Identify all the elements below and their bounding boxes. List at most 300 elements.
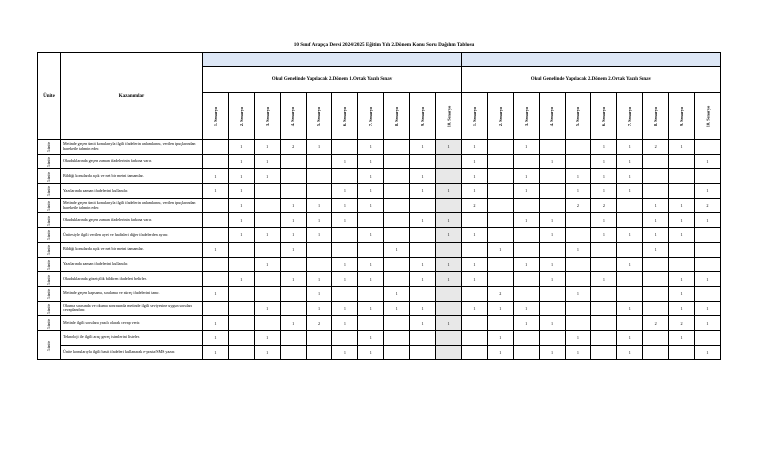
scenario-header (306, 93, 332, 140)
count-cell: 1 (203, 286, 229, 301)
count-cell: 1 (669, 198, 695, 213)
count-cell: 1 (617, 169, 643, 184)
count-cell (306, 154, 332, 169)
count-cell (487, 228, 513, 243)
count-cell (487, 169, 513, 184)
count-cell: 2 (643, 316, 669, 331)
count-cell: 1 (228, 213, 254, 228)
count-cell: 1 (358, 154, 384, 169)
unit-label: 3.ünite (46, 288, 51, 300)
outcome-text: Teknoloji ile ilgili araç gereç isimlerini listeler. (61, 330, 203, 345)
scenario-label: 10. Senaryo (704, 105, 710, 127)
count-cell: 1 (669, 213, 695, 228)
count-cell (513, 345, 539, 360)
count-cell (410, 228, 436, 243)
count-cell: 1 (306, 213, 332, 228)
count-cell (643, 286, 669, 301)
table-row (38, 242, 721, 257)
count-cell (565, 213, 591, 228)
count-cell (280, 169, 306, 184)
count-cell: 1 (643, 228, 669, 243)
scenario-header (228, 93, 254, 140)
count-cell: 2 (280, 140, 306, 155)
count-cell: 1 (487, 242, 513, 257)
count-cell: 1 (617, 345, 643, 360)
count-cell (461, 330, 487, 345)
count-cell (410, 330, 436, 345)
count-cell (436, 154, 462, 169)
count-cell: 1 (669, 301, 695, 316)
count-cell (513, 330, 539, 345)
count-cell (513, 228, 539, 243)
table-row (38, 198, 721, 213)
count-cell: 1 (513, 301, 539, 316)
count-cell (617, 286, 643, 301)
count-cell: 1 (539, 257, 565, 272)
count-cell: 2 (461, 198, 487, 213)
count-cell (228, 330, 254, 345)
outcome-text: Metinle ilgili sorulara yazılı olarak cevap verir. (61, 316, 203, 331)
count-cell: 1 (436, 228, 462, 243)
count-cell (280, 345, 306, 360)
scenario-header (643, 93, 669, 140)
table-row (38, 257, 721, 272)
count-cell: 1 (358, 330, 384, 345)
outcome-text: Okuduklarında gözetçilik bildiren ifadeleri belirler. (61, 272, 203, 287)
count-cell: 1 (203, 242, 229, 257)
table-row (38, 345, 721, 360)
count-cell: 1 (358, 228, 384, 243)
count-cell (539, 198, 565, 213)
unit-label: 3.ünite (46, 200, 51, 212)
scenario-label: 2. Senaryo (497, 106, 503, 126)
count-cell: 1 (591, 184, 617, 199)
distribution-table (37, 52, 721, 360)
count-cell (694, 242, 720, 257)
count-cell (565, 257, 591, 272)
count-cell: 1 (280, 316, 306, 331)
count-cell: 1 (203, 316, 229, 331)
count-cell (643, 345, 669, 360)
count-cell (358, 242, 384, 257)
table-row (38, 228, 721, 243)
count-cell: 1 (254, 257, 280, 272)
count-cell (565, 301, 591, 316)
count-cell (306, 242, 332, 257)
count-cell (254, 272, 280, 287)
count-cell (332, 169, 358, 184)
count-cell (280, 154, 306, 169)
count-cell (280, 286, 306, 301)
count-cell (384, 330, 410, 345)
unit-header: Ünite (38, 53, 61, 140)
count-cell: 1 (487, 345, 513, 360)
count-cell (436, 169, 462, 184)
outcome-text: Okuduklarında geçen zaman ifadelerinin farkına varır. (61, 213, 203, 228)
count-cell (487, 184, 513, 199)
count-cell (228, 242, 254, 257)
count-cell (565, 140, 591, 155)
unit-cell (38, 213, 61, 228)
count-cell (669, 169, 695, 184)
table-row (38, 316, 721, 331)
count-cell: 1 (669, 286, 695, 301)
count-cell: 1 (539, 213, 565, 228)
count-cell (306, 169, 332, 184)
count-cell: 1 (669, 330, 695, 345)
scenario-header (617, 93, 643, 140)
unit-cell (38, 228, 61, 243)
count-cell (694, 286, 720, 301)
count-cell: 1 (694, 316, 720, 331)
count-cell (617, 316, 643, 331)
count-cell (643, 272, 669, 287)
count-cell (617, 213, 643, 228)
count-cell (436, 345, 462, 360)
scenario-label: 10. Senaryo (445, 105, 451, 127)
count-cell (643, 154, 669, 169)
count-cell: 1 (539, 345, 565, 360)
count-cell (410, 198, 436, 213)
count-cell: 1 (306, 140, 332, 155)
unit-cell (38, 184, 61, 199)
count-cell: 1 (358, 140, 384, 155)
outcome-text: Okuma sırasında ve okuma sonrasında metinde ilgili seviyesine uygun soruları cevaplandırır. (61, 301, 203, 316)
scenario-header (436, 93, 462, 140)
count-cell (565, 154, 591, 169)
scenario-label: 5. Senaryo (575, 106, 581, 126)
scenario-header (280, 93, 306, 140)
count-cell (358, 316, 384, 331)
count-cell: 1 (358, 198, 384, 213)
scenario-header (384, 93, 410, 140)
count-cell (332, 140, 358, 155)
unit-cell (38, 257, 61, 272)
count-cell: 1 (410, 213, 436, 228)
count-cell (384, 184, 410, 199)
unit-label: 3.ünite (46, 244, 51, 256)
outcome-text: Ünitesiyle ilgili verilen ayet ve hadisleri diğer ifadelerden ayırır. (61, 228, 203, 243)
count-cell: 1 (617, 154, 643, 169)
unit-cell (38, 140, 61, 155)
table-row (38, 213, 721, 228)
count-cell (203, 213, 229, 228)
count-cell: 1 (280, 198, 306, 213)
count-cell: 2 (694, 198, 720, 213)
unit-cell (38, 330, 61, 359)
unit-label: 3.ünite (46, 340, 51, 351)
count-cell (591, 257, 617, 272)
count-cell (280, 184, 306, 199)
unit-label: 3.ünite (46, 142, 51, 153)
count-cell: 1 (487, 301, 513, 316)
count-cell (565, 228, 591, 243)
count-cell: 1 (461, 301, 487, 316)
count-cell (643, 257, 669, 272)
count-cell (228, 316, 254, 331)
count-cell (306, 184, 332, 199)
count-cell (539, 140, 565, 155)
scenario-label: 9. Senaryo (679, 106, 685, 126)
count-cell: 1 (539, 272, 565, 287)
scenario-label: 4. Senaryo (290, 106, 296, 126)
scenario-label: 5. Senaryo (316, 106, 322, 126)
count-cell: 1 (332, 345, 358, 360)
count-cell: 2 (591, 198, 617, 213)
count-cell (591, 242, 617, 257)
count-cell (203, 257, 229, 272)
count-cell: 2 (487, 286, 513, 301)
count-cell: 1 (513, 316, 539, 331)
count-cell (539, 242, 565, 257)
unit-label: 3.ünite (46, 186, 51, 197)
count-cell: 1 (358, 272, 384, 287)
count-cell (436, 242, 462, 257)
count-cell: 1 (436, 213, 462, 228)
count-cell: 1 (565, 286, 591, 301)
count-cell: 1 (384, 242, 410, 257)
count-cell: 1 (332, 213, 358, 228)
count-cell (461, 345, 487, 360)
count-cell: 1 (228, 154, 254, 169)
outcome-text: Yazılarında zaman ifadelerini kullanılır. (61, 257, 203, 272)
count-cell (617, 198, 643, 213)
unit-label: 3.ünite (46, 274, 51, 285)
count-cell: 1 (565, 345, 591, 360)
count-cell: 1 (565, 184, 591, 199)
count-cell: 1 (358, 257, 384, 272)
count-cell: 1 (694, 301, 720, 316)
count-cell (436, 330, 462, 345)
count-cell (591, 301, 617, 316)
count-cell (643, 169, 669, 184)
count-cell (513, 242, 539, 257)
count-cell (203, 228, 229, 243)
count-cell: 1 (461, 272, 487, 287)
count-cell (461, 213, 487, 228)
count-cell (332, 228, 358, 243)
count-cell: 1 (617, 257, 643, 272)
outcome-text: Bildiği konularda açık ve net bir metni tamamlar. (61, 242, 203, 257)
count-cell (513, 286, 539, 301)
scenario-label: 6. Senaryo (342, 106, 348, 126)
count-cell (487, 198, 513, 213)
scenario-header (203, 93, 229, 140)
count-cell (332, 286, 358, 301)
count-cell: 1 (410, 272, 436, 287)
count-cell (410, 154, 436, 169)
count-cell (669, 345, 695, 360)
count-cell (436, 286, 462, 301)
count-cell (228, 345, 254, 360)
table-row (38, 286, 721, 301)
scenario-label: 4. Senaryo (549, 106, 555, 126)
count-cell (694, 257, 720, 272)
table-row (38, 169, 721, 184)
count-cell (203, 272, 229, 287)
count-cell: 1 (669, 228, 695, 243)
count-cell (694, 140, 720, 155)
scenario-label: 3. Senaryo (264, 106, 270, 126)
count-cell (254, 242, 280, 257)
count-cell (591, 316, 617, 331)
count-cell: 1 (332, 257, 358, 272)
table-row (38, 140, 721, 155)
count-cell (358, 213, 384, 228)
count-cell (643, 301, 669, 316)
count-cell (384, 169, 410, 184)
count-cell: 1 (461, 228, 487, 243)
unit-label: 3.ünite (46, 303, 51, 315)
count-cell (410, 345, 436, 360)
count-cell: 1 (332, 316, 358, 331)
count-cell: 1 (565, 169, 591, 184)
scenario-label: 1. Senaryo (471, 106, 477, 126)
count-cell: 1 (669, 140, 695, 155)
count-cell: 1 (228, 272, 254, 287)
exam2-band (461, 53, 720, 67)
table-row (38, 301, 721, 316)
count-cell: 1 (203, 345, 229, 360)
count-cell: 1 (694, 272, 720, 287)
count-cell: 1 (410, 169, 436, 184)
scenario-header (669, 93, 695, 140)
scenario-label: 8. Senaryo (653, 106, 659, 126)
count-cell: 1 (358, 301, 384, 316)
count-cell: 1 (591, 140, 617, 155)
unit-label: 3.ünite (46, 215, 51, 227)
count-cell: 1 (280, 213, 306, 228)
count-cell: 1 (539, 154, 565, 169)
scenario-header (591, 93, 617, 140)
count-cell (203, 140, 229, 155)
scenario-header (358, 93, 384, 140)
count-cell: 1 (513, 169, 539, 184)
count-cell (384, 198, 410, 213)
count-cell (487, 154, 513, 169)
count-cell: 1 (617, 140, 643, 155)
count-cell: 1 (539, 316, 565, 331)
count-cell: 1 (617, 330, 643, 345)
count-cell (694, 330, 720, 345)
count-cell (436, 301, 462, 316)
count-cell: 1 (643, 242, 669, 257)
scenario-header (539, 93, 565, 140)
count-cell: 1 (332, 154, 358, 169)
count-cell (487, 272, 513, 287)
count-cell (591, 330, 617, 345)
unit-label: 3.ünite (46, 156, 51, 168)
count-cell: 1 (410, 140, 436, 155)
count-cell (591, 345, 617, 360)
count-cell (280, 330, 306, 345)
count-cell (643, 330, 669, 345)
count-cell: 1 (436, 272, 462, 287)
unit-cell (38, 316, 61, 331)
count-cell (539, 301, 565, 316)
unit-label: 3.ünite (46, 318, 51, 329)
count-cell (461, 316, 487, 331)
count-cell: 1 (617, 301, 643, 316)
count-cell: 1 (487, 330, 513, 345)
count-cell: 1 (203, 169, 229, 184)
count-cell: 1 (513, 213, 539, 228)
count-cell: 1 (591, 272, 617, 287)
count-cell: 1 (643, 198, 669, 213)
count-cell (513, 154, 539, 169)
count-cell (565, 272, 591, 287)
count-cell (513, 198, 539, 213)
count-cell (513, 272, 539, 287)
count-cell (487, 316, 513, 331)
outcome-text: Metinde geçen ümit konularıyla ilgili ifadelerin anlamlarını, verilen ipuçlarından hareketle tahmin eder. (61, 140, 203, 155)
count-cell: 1 (513, 257, 539, 272)
count-cell: 1 (358, 184, 384, 199)
count-cell (461, 286, 487, 301)
count-cell: 1 (280, 272, 306, 287)
scenario-header (487, 93, 513, 140)
count-cell (669, 257, 695, 272)
outcome-text: Okuduklarında geçen zaman ifadelerinin farkına varır. (61, 154, 203, 169)
scenario-label: 7. Senaryo (368, 106, 374, 126)
count-cell: 1 (643, 213, 669, 228)
count-cell (694, 228, 720, 243)
count-cell: 1 (254, 330, 280, 345)
count-cell: 2 (565, 198, 591, 213)
exam2-title: Okul Genelinde Yapılacak 2.Dönem 2.Ortak Yazılı Sınav (461, 67, 720, 93)
count-cell (228, 301, 254, 316)
unit-cell (38, 272, 61, 287)
exam1-band (203, 53, 462, 67)
count-cell (384, 140, 410, 155)
count-cell: 1 (513, 184, 539, 199)
count-cell (669, 242, 695, 257)
count-cell: 1 (332, 272, 358, 287)
count-cell: 1 (591, 213, 617, 228)
scenario-label: 7. Senaryo (627, 106, 633, 126)
unit-cell (38, 301, 61, 316)
count-cell: 2 (306, 316, 332, 331)
outcome-text: Ünite konularıyla ilgili basit ifadeleri kullanarak e-posta/SMS yazar. (61, 345, 203, 360)
count-cell (643, 184, 669, 199)
count-cell: 1 (461, 184, 487, 199)
count-cell (539, 184, 565, 199)
count-cell: 1 (461, 169, 487, 184)
table-row (38, 184, 721, 199)
count-cell: 1 (694, 213, 720, 228)
count-cell: 1 (591, 154, 617, 169)
count-cell (384, 154, 410, 169)
page-title: 10 Sınıf Arapça Dersi 2024/2025 Eğitim Yılı 2.Dönem Konu Soru Dağılım Tablosu (293, 42, 475, 48)
count-cell: 1 (228, 140, 254, 155)
count-cell (228, 257, 254, 272)
count-cell (254, 198, 280, 213)
count-cell: 1 (436, 184, 462, 199)
table-row (38, 154, 721, 169)
count-cell: 1 (228, 169, 254, 184)
count-cell: 1 (565, 242, 591, 257)
count-cell (461, 242, 487, 257)
count-cell: 1 (410, 257, 436, 272)
count-cell: 1 (410, 301, 436, 316)
scenario-header (410, 93, 436, 140)
count-cell (332, 242, 358, 257)
count-cell: 1 (436, 257, 462, 272)
scenario-header (565, 93, 591, 140)
count-cell: 1 (332, 198, 358, 213)
count-cell (669, 154, 695, 169)
count-cell (617, 242, 643, 257)
